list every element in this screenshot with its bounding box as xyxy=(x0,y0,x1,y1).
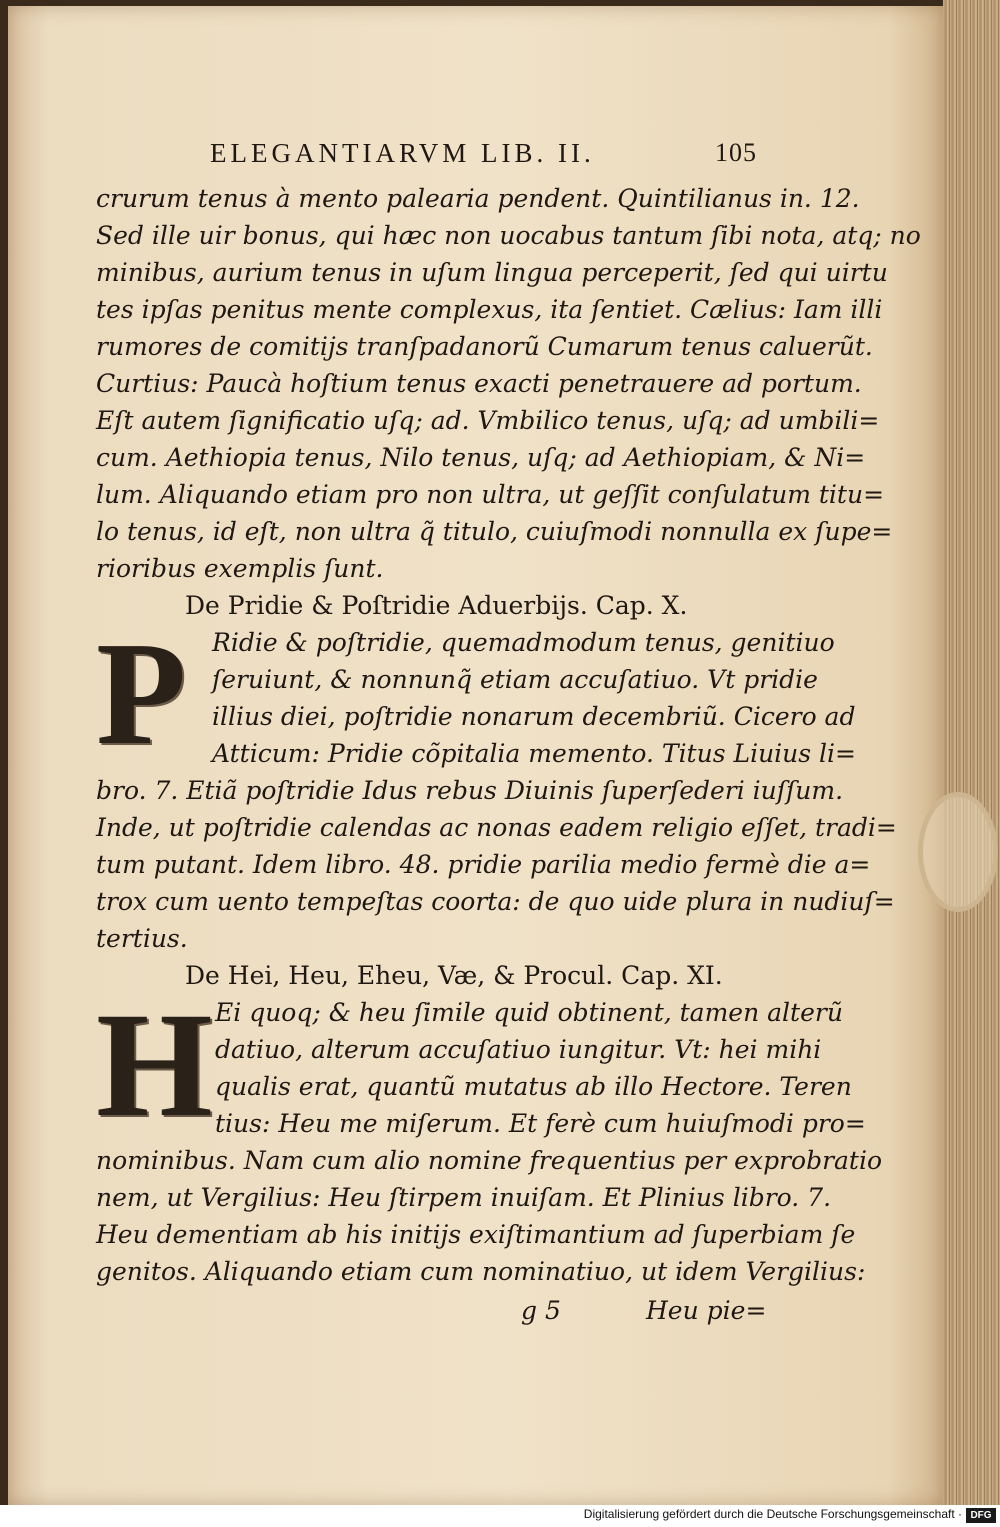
text-line: cum. Aethiopia tenus, Nilo tenus, uſq; ad Aethiopiam, & Ni= xyxy=(96,443,866,472)
text-line: illius diei, poſtridie nonarum decembriũ. Cicero ad xyxy=(212,702,856,731)
footer-bar xyxy=(0,1505,1000,1527)
text-line: Eſt autem ſignificatio uſq; ad. Vmbilico tenus, uſq; ad umbili= xyxy=(96,406,880,435)
text-line: Heu dementiam ab his initijs exiſtimantium ad ſuperbiam ſe xyxy=(96,1220,856,1249)
page-stack-edge xyxy=(943,0,1000,1505)
drop-cap: P xyxy=(96,612,187,776)
text-line: tertius. xyxy=(96,924,188,953)
text-line: Inde, ut poſtridie calendas ac nonas eadem religio eſſet, tradi= xyxy=(96,813,897,842)
signature-mark: g 5 xyxy=(521,1296,561,1325)
text-line: datiuo, alterum accuſatiuo iungitur. Vt: hei mihi xyxy=(215,1035,822,1064)
page-clip xyxy=(918,792,998,912)
text-line: rumores de comitijs tranſpadanorũ Cumarum tenus caluerũt. xyxy=(96,332,873,361)
chapter-heading: De Pridie & Poſtridie Aduerbijs. Cap. X. xyxy=(185,591,688,620)
catchword: Heu pie= xyxy=(646,1296,767,1325)
text-line: minibus, aurium tenus in uſum lingua perceperit, ſed qui uirtu xyxy=(96,258,888,287)
text-line: tius: Heu me miſerum. Et ferè cum huiuſmodi pro= xyxy=(215,1109,866,1138)
text-line: genitos. Aliquando etiam cum nominatiuo, ut idem Vergilius: xyxy=(96,1257,866,1286)
text-line: lum. Aliquando etiam pro non ultra, ut geſſit conſulatum titu= xyxy=(96,480,885,509)
dfg-logo-icon: DFG xyxy=(966,1508,996,1523)
text-line: tum putant. Idem libro. 48. pridie parilia medio fermè die a= xyxy=(96,850,871,879)
text-line: qualis erat, quantũ mutatus ab illo Hectore. Teren xyxy=(215,1072,852,1101)
text-line: bro. 7. Etiã poſtridie Idus rebus Diuinis ſuperſederi iuſſum. xyxy=(96,776,844,805)
running-head: ELEGANTIARVM LIB. II. xyxy=(210,138,595,168)
text-line: Ei quoq; & heu ſimile quid obtinent, tamen alterũ xyxy=(215,998,843,1027)
text-line: Atticum: Pridie cõpitalia memento. Titus Liuius li= xyxy=(212,739,856,768)
text-line: Curtius: Paucà hoſtium tenus exacti penetrauere ad portum. xyxy=(96,369,862,398)
text-line: Sed ille uir bonus, qui hæc non uocabus tantum ſibi nota, atq; no xyxy=(96,221,921,250)
text-line: crurum tenus à mento palearia pendent. Quintilianus in. 12. xyxy=(96,184,860,213)
text-line: tes ipſas penitus mente complexus, ita ſentiet. Cælius: Iam illi xyxy=(96,295,883,324)
chapter-heading: De Hei, Heu, Eheu, Væ, & Procul. Cap. XI. xyxy=(185,961,723,990)
text-line: nem, ut Vergilius: Heu ſtirpem inuiſam. Et Plinius libro. 7. xyxy=(96,1183,832,1212)
drop-cap: H xyxy=(96,982,213,1148)
text-line: trox cum uento tempeſtas coorta: de quo uide plura in nudiuſ= xyxy=(96,887,895,916)
catchword-line xyxy=(96,1292,786,1330)
page-number: 105 xyxy=(715,138,757,167)
text-line: rioribus exemplis ſunt. xyxy=(96,554,384,583)
text-line: Ridie & poſtridie, quemadmodum tenus, genitiuo xyxy=(212,628,835,657)
text-line: ſeruiunt, & nonnunq̃ etiam accuſatiuo. Vt pridie xyxy=(212,665,818,694)
text-line: nominibus. Nam cum alio nomine frequentius per exprobratio xyxy=(96,1146,883,1175)
footer-credit: Digitalisierung gefördert durch die Deutsche Forschungsgemeinschaft · xyxy=(583,1507,962,1521)
text-line: lo tenus, id eſt, non ultra q̃ titulo, cuiuſmodi nonnulla ex ſupe= xyxy=(96,517,893,546)
